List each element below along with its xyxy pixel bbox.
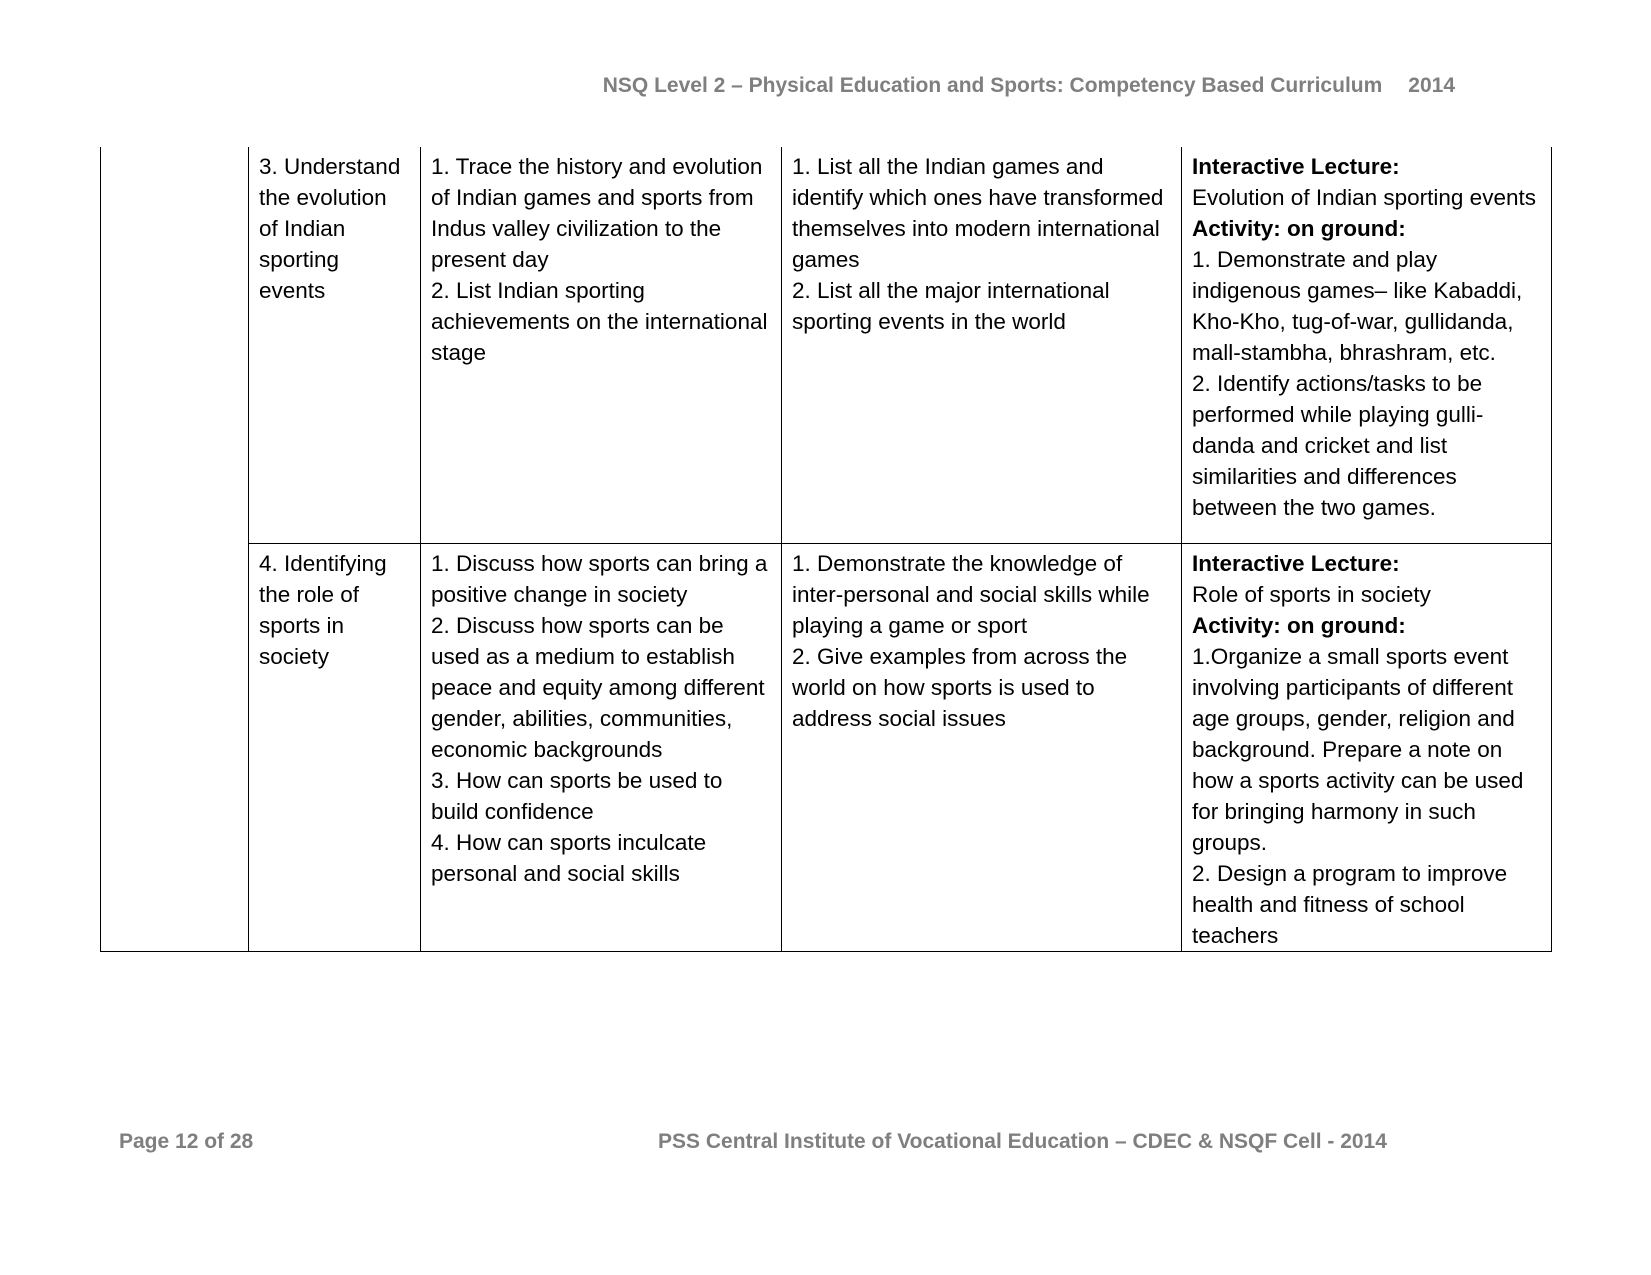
performance-item: 1. Demonstrate the knowledge of inter-personal and social skills while playing a game or sport (792, 551, 1150, 638)
curriculum-table (100, 147, 1552, 952)
knowledge-item: 1. Discuss how sports can bring a positive change in society (431, 551, 768, 607)
lecture-label: Interactive Lecture: (1192, 154, 1400, 179)
outcome-text: 3. Understand the evolution of Indian sporting events (259, 154, 401, 303)
activity-item: 2. Identify actions/tasks to be performed while playing gulli-danda and cricket and list similarities and differences between the two games. (1192, 371, 1484, 520)
header-year: 2014 (1408, 74, 1455, 97)
performance-item: 2. List all the major international sporting events in the world (792, 278, 1110, 334)
knowledge-item: 3. How can sports be used to build confidence (431, 768, 723, 824)
knowledge-cell (421, 147, 782, 544)
knowledge-item: 4. How can sports inculcate personal and social skills (431, 830, 707, 886)
knowledge-item: 2. Discuss how sports can be used as a medium to establish peace and equity among different gender, abilities, communities, economic backgrounds (431, 613, 765, 762)
header-title: NSQ Level 2 – Physical Education and Sports: Competency Based Curriculum (602, 74, 1383, 97)
outcome-text: 4. Identifying the role of sports in society (259, 551, 387, 669)
knowledge-cell (421, 544, 782, 952)
activity-item: 2. Design a program to improve health and fitness of school teachers (1192, 861, 1508, 948)
footer-institute: PSS Central Institute of Vocational Education – CDEC & NSQF Cell - 2014 (658, 1130, 1387, 1153)
activity-item: 1. Demonstrate and play indigenous games– like Kabaddi, Kho-Kho, tug-of-war, gullidanda, mall-stambha, bhrashram, etc. (1192, 247, 1523, 365)
lecture-topic: Role of sports in society (1192, 582, 1431, 607)
performance-cell (782, 147, 1182, 544)
performance-item: 2. Give examples from across the world on how sports is used to address social issues (792, 644, 1128, 731)
lecture-topic: Evolution of Indian sporting events (1192, 185, 1536, 210)
performance-item: 1. List all the Indian games and identify which ones have transformed themselves into modern international games (792, 154, 1164, 272)
module-cell (101, 147, 249, 544)
outcome-cell (249, 147, 421, 544)
outcome-cell (249, 544, 421, 952)
page-header (603, 74, 1455, 98)
knowledge-item: 2. List Indian sporting achievements on the international stage (431, 278, 768, 365)
activity-label: Activity: on ground: (1192, 613, 1406, 638)
lecture-label: Interactive Lecture: (1192, 551, 1400, 576)
module-cell (101, 544, 249, 952)
activity-label: Activity: on ground: (1192, 216, 1406, 241)
performance-cell (782, 544, 1182, 952)
page-number: Page 12 of 28 (119, 1130, 254, 1153)
table-row (101, 544, 1552, 952)
activity-item: 1.Organize a small sports event involving participants of different age groups, gender, religion and background. Prepare a note on how a sports activity can be used for bringing harmony in such groups. (1192, 644, 1524, 855)
teaching-cell (1182, 544, 1552, 952)
table-row (101, 147, 1552, 544)
knowledge-item: 1. Trace the history and evolution of Indian games and sports from Indus valley civilization to the present day (431, 154, 763, 272)
teaching-cell (1182, 147, 1552, 544)
